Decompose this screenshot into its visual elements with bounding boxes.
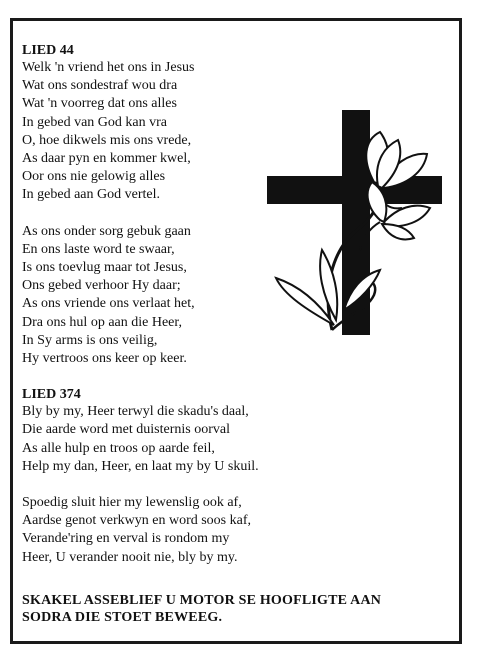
verse-line: O, hoe dikwels mis ons vrede, xyxy=(22,132,192,148)
stanza-1 xyxy=(22,403,452,476)
headlights-notice xyxy=(22,592,452,626)
verse-line: In gebed van God kan vra xyxy=(22,114,168,130)
verse-line: Wat ons sondestraf wou dra xyxy=(22,78,178,94)
verse-line: Is ons toevlug maar tot Jesus, xyxy=(22,260,187,276)
verse-line: Welk 'n vriend het ons in Jesus xyxy=(22,60,195,75)
notice-line: SKAKEL ASSEBLIEF U MOTOR SE HOOFLIGTE AAN xyxy=(22,593,382,608)
verse-line: Aardse genot verkwyn en word soos kaf, xyxy=(22,513,251,529)
verse-line: In Sy arms is ons veilig, xyxy=(22,332,158,348)
verse-line: As ons vriende ons verlaat het, xyxy=(22,296,195,312)
hymn-title: LIED 374 xyxy=(22,387,81,403)
verse-line: Heer, U verander nooit nie, bly by my. xyxy=(22,549,238,565)
verse-line: Hy vertroos ons keer op keer. xyxy=(22,351,187,367)
verse-line: Ons gebed verhoor Hy daar; xyxy=(22,278,181,294)
stanza-2 xyxy=(22,494,452,567)
verse-line: As alle hulp en troos op aarde feil, xyxy=(22,440,215,456)
verse-line: Oor ons nie gelowig alles xyxy=(22,169,166,185)
hymn-374 xyxy=(22,386,452,567)
verse-line: Spoedig sluit hier my lewenslig ook af, xyxy=(22,495,242,511)
hymn-title: LIED 44 xyxy=(22,43,74,58)
verse-line: Help my dan, Heer, en laat my by U skuil. xyxy=(22,458,259,474)
notice-line: SODRA DIE STOET BEWEEG. xyxy=(22,610,223,625)
verse-line: Verande'ring en verval is rondom my xyxy=(22,531,230,547)
verse-line: Bly by my, Heer terwyl die skadu's daal, xyxy=(22,404,249,420)
verse-line: As daar pyn en kommer kwel, xyxy=(22,151,191,167)
verse-line: Dra ons hul op aan die Heer, xyxy=(22,314,182,330)
verse-line: In gebed aan God vertel. xyxy=(22,187,160,203)
cross-with-lily-icon xyxy=(262,110,447,340)
verse-line: Die aarde word met duisternis oorval xyxy=(22,422,230,438)
verse-line: As ons onder sorg gebuk gaan xyxy=(22,223,191,239)
verse-line: Wat 'n voorreg dat ons alles xyxy=(22,96,177,112)
verse-line: En ons laste word te swaar, xyxy=(22,241,175,257)
